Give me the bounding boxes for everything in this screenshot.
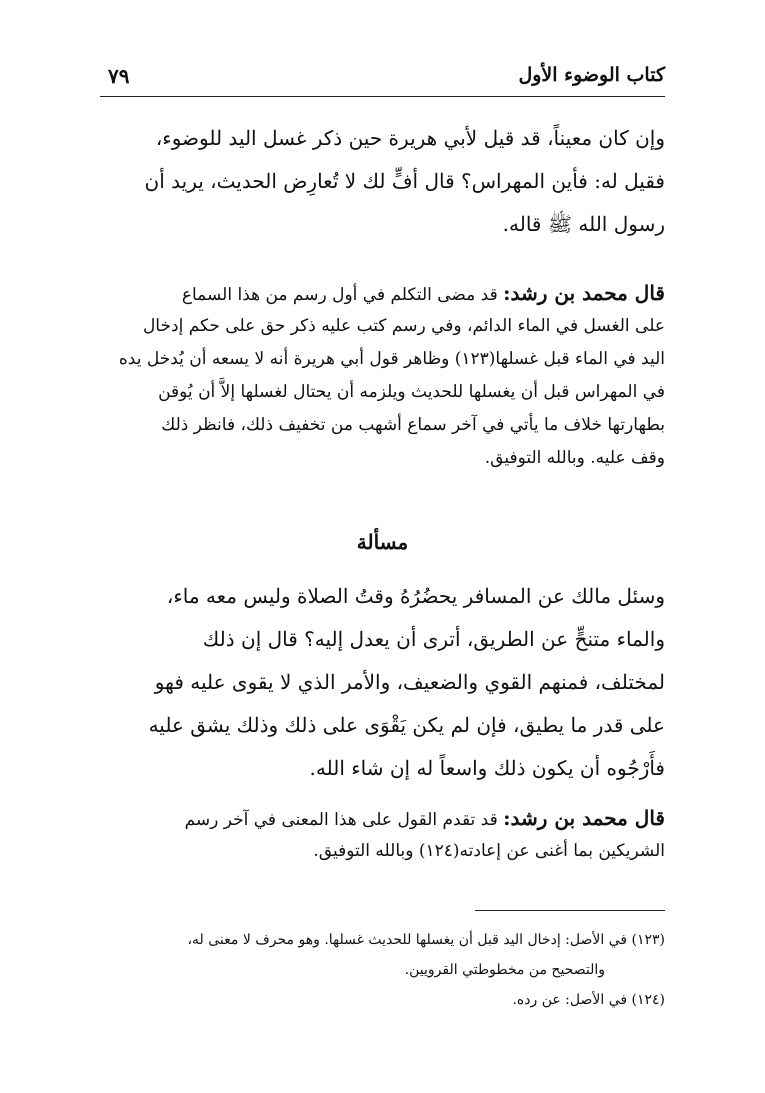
footnote-123-continuation: والتصحيح من مخطوطتي القرويين.	[404, 962, 605, 978]
text-line: وإن كان معيناً، قد قيل لأبي هريرة حين ذكر غسل اليد للوضوء،	[155, 126, 665, 150]
text-line: الشريكين بما أغنى عن إعادته(١٢٤) وبالله التوفيق.	[313, 841, 665, 861]
commentary-2	[100, 802, 665, 868]
commentary-text: قد تقدم القول على هذا المعنى في آخر رسم	[184, 810, 498, 830]
text-line	[100, 277, 665, 310]
paragraph-2	[100, 575, 665, 790]
running-title: كتاب الوضوء الأول	[518, 64, 665, 86]
text-line: فقيل له: فأين المهراس؟ قال أفٍّ لك لا تُعارِض الحديث، يريد أن	[144, 169, 665, 193]
commentary-text: قد مضى التكلم في أول رسم من هذا السماع	[181, 285, 498, 305]
footnote-separator	[475, 910, 665, 911]
section-heading: مسألة	[356, 530, 409, 554]
page-number: ٧٩	[108, 64, 130, 88]
footnote-124: (١٢٤) في الأصل: عن رده.	[512, 992, 665, 1008]
text-line: لمختلف، فمنهم القوي والضعيف، والأمر الذي لا يقوى عليه فهو	[154, 670, 665, 694]
commentary-speaker: قال محمد بن رشد:	[503, 806, 665, 830]
commentary-1	[100, 277, 665, 475]
text-line: بطهارتها خلاف ما يأتي في آخر سماع أشهب من تخفيف ذلك، فانظر ذلك	[161, 415, 665, 435]
text-line: على قدر ما يطيق، فإن لم يكن يَقْوَى على ذلك وذلك يشق عليه	[148, 713, 665, 737]
commentary-speaker: قال محمد بن رشد:	[503, 281, 665, 305]
text-line: وسئل مالك عن المسافر يحضُرُهُ وقتُ الصلاة وليس معه ماء،	[166, 584, 665, 608]
page-header	[100, 62, 665, 97]
footnote-123: (١٢٣) في الأصل: إدخال اليد قبل أن يغسلها للحديث غسلها. وهو محرف لا معنى له،	[187, 932, 665, 948]
footnotes	[100, 925, 665, 1015]
text-line: وقف عليه. وبالله التوفيق.	[484, 448, 665, 468]
text-line: اليد في الماء قبل غسلها(١٢٣) وظاهر قول أبي هريرة أنه لا يسعه أن يُدخل يده	[118, 349, 665, 369]
text-line	[100, 802, 665, 835]
text-line: والماء متنحٍّ عن الطريق، أترى أن يعدل إليه؟ قال إن ذلك	[202, 627, 665, 651]
text-line: على الغسل في الماء الدائم، وفي رسم كتب عليه ذكر حق على حكم إدخال	[142, 316, 665, 336]
text-line: في المهراس قبل أن يغسلها للحديث ويلزمه أن يحتال لغسلها إلاَّ أن يُوقن	[158, 382, 665, 402]
text-line: فأَرْجُوه أن يكون ذلك واسعاً له إن شاء الله.	[309, 756, 665, 780]
text-line: رسول الله ﷺ قاله.	[502, 212, 665, 236]
paragraph-1	[100, 117, 665, 246]
